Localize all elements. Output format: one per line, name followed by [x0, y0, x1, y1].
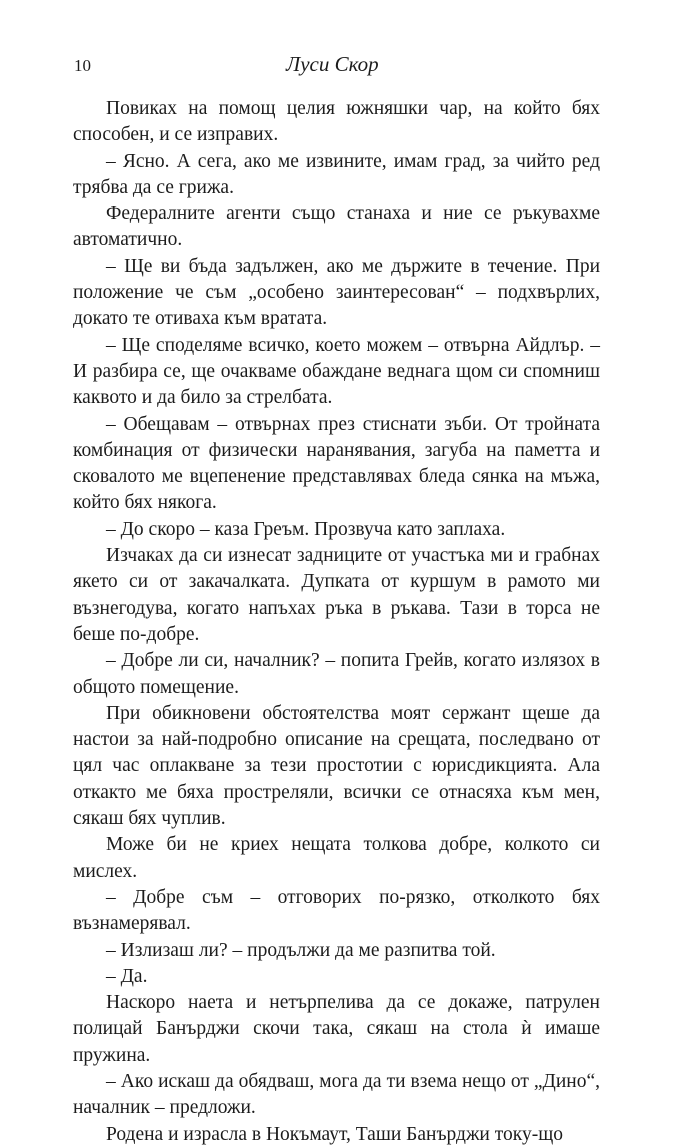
paragraph: – До скоро – каза Греъм. Прозвуча като заплаха.: [106, 518, 506, 540]
paragraph: – Ако искаш да обядваш, мога да ти взема нещо от „Дино“, началник – предложи.: [73, 1070, 600, 1119]
running-head-author: Луси Скор: [286, 52, 379, 76]
page-header: [74, 52, 598, 82]
paragraph: Повиках на помощ целия южняшки чар, на който бях способен, и се изправих.: [73, 98, 600, 146]
paragraph: – Излизаш ли? – продължи да ме разпитва той.: [106, 939, 496, 961]
paragraph: – Обещавам – отвърнах през стиснати зъби. От тройната комбинация от физически наранявания, загуба на паметта и сковалото ме вцепенение представлявах бледа сянка на мъжа, който бях някога.: [73, 413, 600, 514]
paragraph: Родена и израсла в Нокъмаут, Таши Банърджи току-що: [106, 1123, 563, 1145]
paragraph: – Ще ви бъда задължен, ако ме държите в течение. При положение че съм „особено заинтересован“ – подхвърлих, докато те отиваха към вратата.: [73, 255, 600, 330]
paragraph: – Добре съм – отговорих по-рязко, отколкото бях възнамерявал.: [73, 886, 600, 935]
paragraph: Наскоро наета и нетърпелива да се докаже, патрулен полицай Банърджи скочи така, сякаш на стола ѝ имаше пружина.: [73, 992, 600, 1066]
paragraph: – Ясно. А сега, ако ме извините, имам град, за чийто ред трябва да се грижа.: [73, 150, 600, 198]
paragraph: Може би не криех нещата толкова добре, колкото си мислех.: [73, 834, 600, 882]
paragraph: При обикновени обстоятелства моят сержант щеше да настои за най-подробно описание на срещата, последвано от цял час оплакване за тези простотии с юрисдикцията. Ала откакто ме бяха простреляли, всички се отнасяха към мен, сякаш бях чуплив.: [73, 702, 600, 830]
paragraph: – Да.: [106, 965, 148, 987]
paragraph: – Добре ли си, началник? – попита Грейв, когато излязох в общото помещение.: [73, 650, 600, 698]
paragraph: – Ще споделяме всичко, което можем – отвърна Айдлър. – И разбира се, ще очакваме обаждане веднага щом си спомниш каквото и да било за стрелбата.: [73, 334, 600, 409]
paragraph: Федералните агенти също станаха и ние се ръкувахме автоматично.: [73, 203, 600, 251]
paragraph: Изчаках да си изнесат задниците от участъка ми и грабнах якето си от закачалката. Дупката от куршум в рамото ми възнегодува, когато напъхах ръка в ръкава. Тази в торса не беше по-добре.: [73, 545, 600, 645]
body-text: [73, 96, 600, 1148]
page-number: 10: [74, 56, 91, 75]
